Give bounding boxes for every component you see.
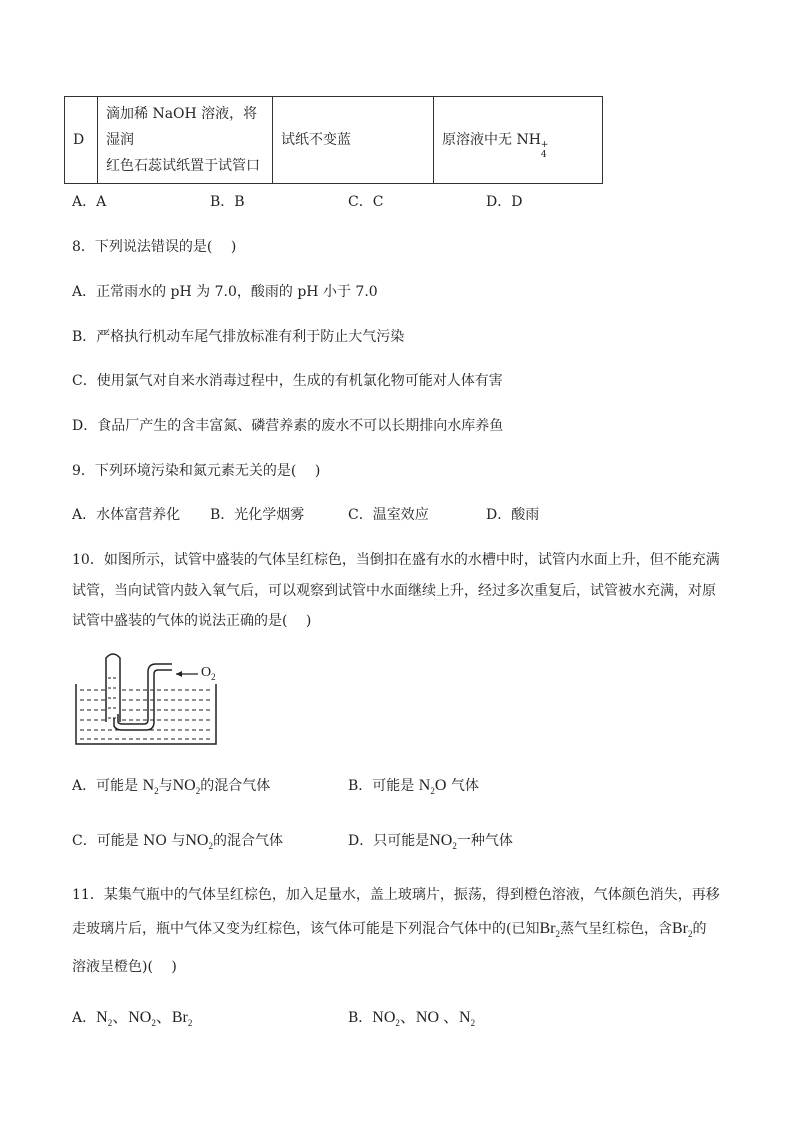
q10-option-c[interactable]: C．可能是 NO 与$NO_2$的混合气体: [72, 832, 283, 852]
q8-stem: 8．下列说法错误的是( ): [72, 239, 237, 255]
test-tube-figure: [72, 648, 224, 748]
q7-option-b[interactable]: B．B: [210, 194, 245, 210]
conclusion-text: 原溶液中无 NH: [442, 132, 541, 148]
operation-line-2: 红色石蕊试纸置于试管口: [106, 158, 260, 174]
q9-option-a[interactable]: A．水体富营养化: [72, 507, 181, 523]
q10-stem-line-3: 试管中盛装的气体的说法正确的是( ): [72, 613, 312, 629]
phenomenon-cell: 试纸不变蓝: [273, 97, 434, 184]
q10-stem-line-1: 10．如图所示，试管中盛装的气体呈红棕色，当倒扣在盛有水的水槽中时，试管内水面上升，但不能充满: [72, 552, 720, 568]
q8-option-c[interactable]: C．使用氯气对自来水消毒过程中，生成的有机氯化物可能对人体有害: [72, 373, 503, 389]
q11-stem-line-2: 走玻璃片后，瓶中气体又变为红棕色，该气体可能是下列混合气体中的(已知$Br_2$蒸气呈红棕色，含$Br_2$的: [72, 920, 707, 940]
q11-option-b[interactable]: B．$NO_2$、NO 、$N_2$: [348, 1009, 476, 1029]
q10-option-b[interactable]: B．可能是 $N_2O$ 气体: [348, 777, 479, 797]
q9-option-d[interactable]: D．酸雨: [486, 507, 540, 523]
option-table: [64, 96, 603, 184]
operation-line-1: 滴加稀 NaOH 溶液，将湿润: [106, 106, 258, 148]
table-row: [65, 97, 603, 184]
q7-option-c[interactable]: C．C: [348, 194, 384, 210]
q7-option-d[interactable]: D．D: [486, 194, 523, 210]
q11-stem-line-1: 11．某集气瓶中的气体呈红棕色，加入足量水，盖上玻璃片，振荡，得到橙色溶液，气体颜色消失，再移: [72, 887, 720, 903]
conclusion-cell: 原溶液中无 NH + 4: [434, 97, 603, 184]
q7-option-a[interactable]: A．A: [72, 194, 107, 210]
q8-option-b[interactable]: B．严格执行机动车尾气排放标准有利于防止大气污染: [72, 329, 405, 345]
q10-option-d[interactable]: D．只可能是$NO_2$一种气体: [348, 832, 513, 852]
operation-cell: [98, 97, 273, 184]
option-cell: D: [65, 97, 98, 184]
q10-option-a[interactable]: A．可能是 $N_2$与$NO_2$的混合气体: [72, 777, 271, 797]
q8-option-d[interactable]: D．食品厂产生的含丰富氮、磷营养素的废水不可以长期排向水库养鱼: [72, 418, 504, 434]
q9-option-c[interactable]: C．温室效应: [348, 507, 429, 523]
q10-stem-line-2: 试管，当向试管内鼓入氧气后，可以观察到试管中水面继续上升，经过多次重复后，试管被水充满，对原: [72, 583, 716, 599]
apparatus-diagram: [72, 648, 224, 748]
q9-option-b[interactable]: B．光化学烟雾: [210, 507, 305, 523]
q11-stem-line-3: 溶液呈橙色)( ): [72, 959, 177, 975]
q9-stem: 9．下列环境污染和氮元素无关的是( ): [72, 463, 321, 479]
q11-option-a[interactable]: A．$N_2$、$NO_2$、$Br_2$: [72, 1009, 193, 1029]
q8-option-a[interactable]: A．正常雨水的 pH 为 7.0，酸雨的 pH 小于 7.0: [72, 284, 378, 300]
oxygen-label: $O_2$: [201, 665, 216, 682]
